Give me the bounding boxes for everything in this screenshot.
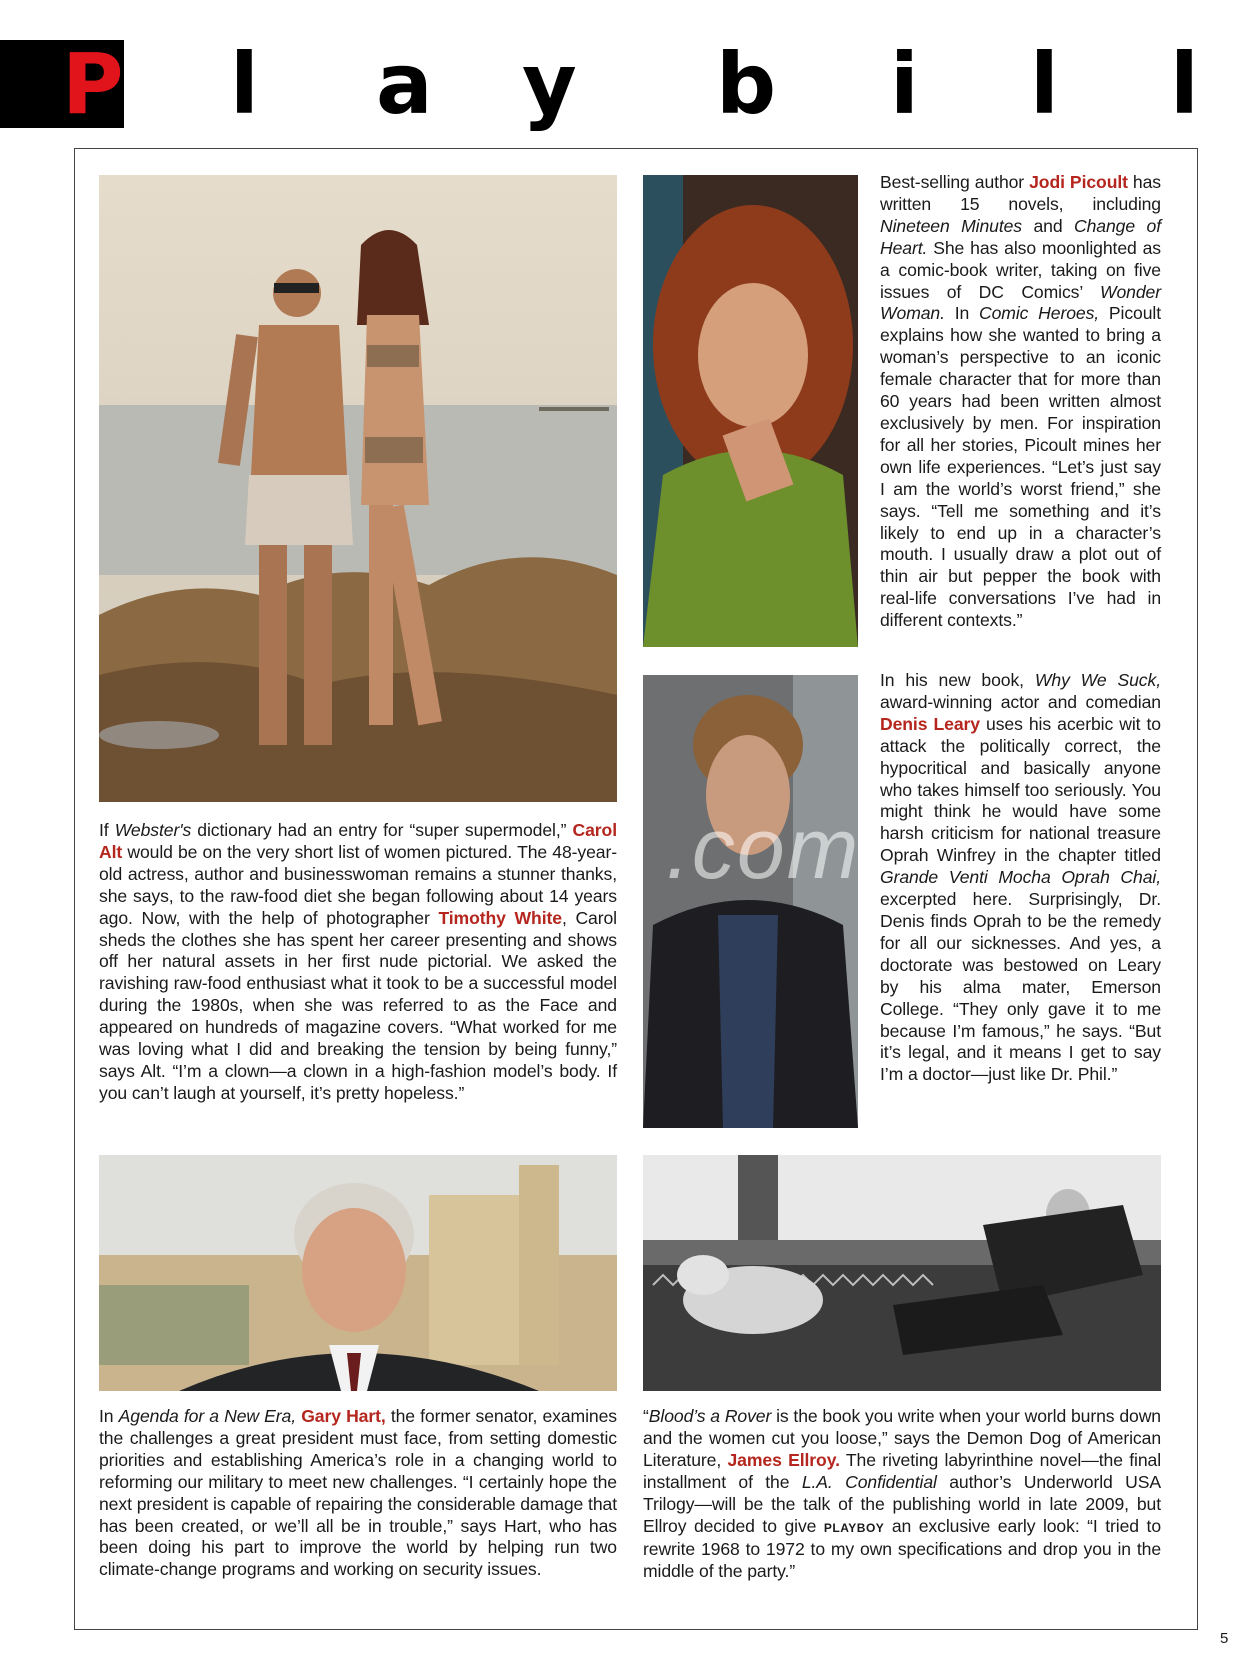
picoult-photo [643, 175, 858, 647]
name-highlight: Denis Leary [880, 713, 980, 734]
brand-name: PLAYBOY [823, 1520, 885, 1535]
hart-caption: In Agenda for a New Era, Gary Hart, the former senator, examines the challenges a great president must face, from setting domestic priorities and establishing America’s role in a changing world to reforming our military to meet new challenges. “I certainly hope the next president is capable of repairing the considerable damage that has been created, or we’ll all be in trouble,” says Hart, who has been doing his part to improve the world by helping run two climate-change programs and working on security issues. [99, 1406, 617, 1580]
ellroy-photo [643, 1155, 1161, 1391]
name-highlight: Carol Alt [99, 820, 617, 862]
alt-caption: If Webster's dictionary had an entry for “super supermodel,” Carol Alt would be on the very short list of women pictured. The 48-year-old actress, author and businesswoman remains a stunner thanks, she says, to the raw-food diet she began following about 14 years ago. Now, with the help of photographer Timothy White, Carol sheds the clothes she has spent her career presenting and shows off her natural assets in her first nude pictorial. We asked the ravishing raw-food enthusiast what it took to be a successful model during the 1980s, when she was referred to as the Face and appeared on hundreds of magazine covers. “What worked for me was loving what I did and breaking the tension by being funny,” says Alt. “I’m a clown—a clown in a high-fashion model’s body. If you can’t laugh at yourself, it’s pretty hopeless.” [99, 820, 617, 1103]
masthead-letter: l [1030, 35, 1059, 133]
hart-photo [99, 1155, 617, 1391]
name-highlight: Gary Hart, [301, 1406, 386, 1426]
name-highlight: Jodi Picoult [1029, 172, 1128, 192]
name-highlight: Timothy White [438, 907, 562, 928]
name-highlight: James Ellroy. [727, 1449, 840, 1470]
leary-photo [643, 675, 861, 1128]
masthead-letter: l [230, 35, 259, 133]
masthead-letter: i [890, 35, 919, 133]
masthead-letter: b [716, 35, 777, 133]
ellroy-caption: “Blood’s a Rover is the book you write when your world burns down and the women cut you loose,” says the Demon Dog of American Literature, James Ellroy. The riveting labyrinthine novel—the final installment of the L.A. Confidential author’s Underworld USA Trilogy—will be the talk of the publishing world in late 2009, but Ellroy decided to give PLAYBOY an exclusive early look: “I tried to rewrite 1968 to 1972 to my own specifications and drop you in the middle of the party.” [643, 1406, 1161, 1582]
masthead-letter: a [376, 35, 433, 133]
masthead-initial: P [62, 35, 124, 133]
masthead-letter: y [522, 35, 577, 133]
watermark: .com [666, 801, 861, 897]
picoult-caption: Best-selling author Jodi Picoult has written 15 novels, including Nineteen Minutes and Change of Heart. She has also moonlighted as a comic-book writer, taking on five issues of DC Comics’ Wonder Woman. In Comic Heroes, Picoult explains how she wanted to bring a woman’s perspective to an iconic female character that for more than 60 years had been written almost exclusively by men. For inspiration for all her stories, Picoult mines her own life experiences. “Let’s just say I am the world’s worst friend,” she says. “Tell me something and it’s likely to end up in a character’s mouth. I usually draw a plot out of thin air but pepper the book with real-life conversations I’ve had in different contexts.” [880, 172, 1161, 631]
leary-caption: In his new book, Why We Suck, award-winning actor and comedian Denis Leary uses his acerbic wit to attack the politically correct, the hypocritical and basically anyone who takes himself too seriously. You might think he would have some harsh criticism for national treasure Oprah Winfrey in the chapter titled Grande Venti Mocha Oprah Chai, excerpted here. Surprisingly, Dr. Denis finds Oprah to be the remedy for all our sicknesses. And yes, a doctorate was bestowed on Leary by his alma mater, Emerson College. “They only gave it to me because I’m famous,” he says. “But it’s legal, and it means I get to say I’m a doctor—just like Dr. Phil.” [880, 670, 1161, 1085]
page-number: 5 [1220, 1630, 1229, 1647]
masthead-letter: l [1170, 35, 1199, 133]
alt-photo [99, 175, 617, 802]
